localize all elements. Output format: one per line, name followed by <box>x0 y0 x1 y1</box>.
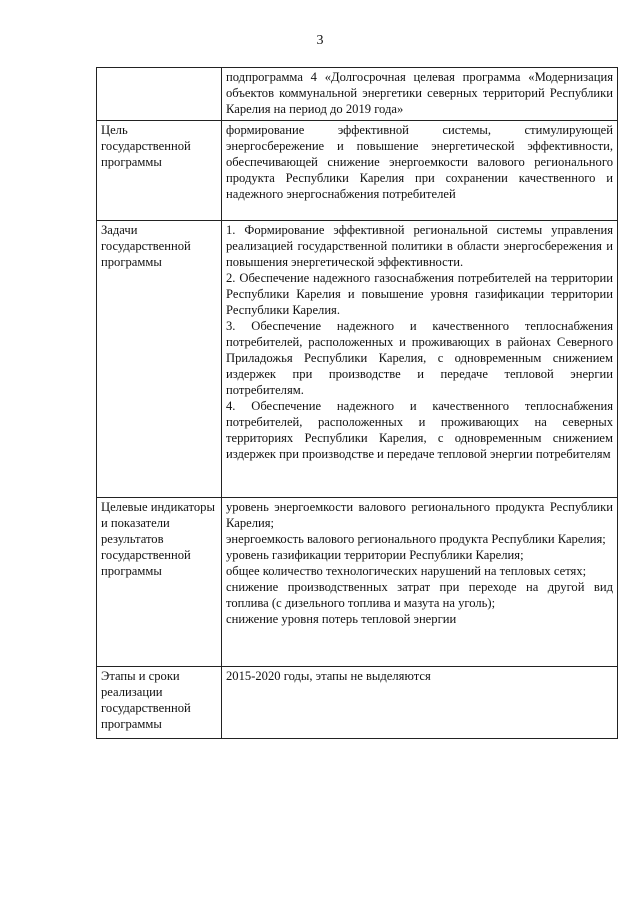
paragraph: 2015-2020 годы, этапы не выделяются <box>226 669 431 683</box>
paragraph: 4. Обеспечение надежного и качественного теплоснабжения потребителей, расположенных и проживающих на северных территориях Республики Карелия, с одновременным снижением издержек при производстве и передаче тепловой энергии потребителям <box>226 399 613 461</box>
paragraph: снижение уровня потерь тепловой энергии <box>226 612 457 626</box>
row-label: Этапы и сроки реализации государственной программы <box>97 667 222 739</box>
row-content <box>222 221 618 498</box>
row-content <box>222 68 618 121</box>
paragraph: подпрограмма 4 «Долгосрочная целевая программа «Модернизация объектов коммунальной энергетики северных территорий Республики Карелия на период до 2019 года» <box>226 70 613 116</box>
page-number: 3 <box>316 33 324 48</box>
paragraph: 3. Обеспечение надежного и качественного теплоснабжения потребителей, расположенных и проживающих в районах Северного Приладожья Республики Карелия, с одновременным снижением издержек при производстве и передаче тепловой энергии потребителям. <box>226 319 613 397</box>
paragraph: формирование эффективной системы, стимулирующей энергосбережение и повышение энергетической эффективности, обеспечивающей снижение энергоемкости валового регионального продукта Республики Карелия при сохранении качественного и надежного энергоснабжения потребителей <box>226 123 613 201</box>
table-row-stages <box>97 667 618 739</box>
paragraph: уровень газификации территории Республики Карелия; <box>226 548 524 562</box>
program-passport-table <box>96 67 618 739</box>
table-row-subprogram <box>97 68 618 121</box>
table-row-indicators <box>97 498 618 667</box>
row-content <box>222 498 618 667</box>
row-label: Целевые индикаторы и показатели результатов государственной программы <box>97 498 222 667</box>
paragraph: общее количество технологических нарушений на тепловых сетях; <box>226 564 587 578</box>
row-label: Цель государственной программы <box>97 121 222 221</box>
row-content <box>222 667 618 739</box>
table-row-tasks <box>97 221 618 498</box>
paragraph: энергоемкость валового регионального продукта Республики Карелия; <box>226 532 606 546</box>
paragraph: снижение производственных затрат при переходе на другой вид топлива (с дизельного топлива и мазута на уголь); <box>226 580 613 610</box>
row-label: Задачи государственной программы <box>97 221 222 498</box>
row-content <box>222 121 618 221</box>
paragraph: уровень энергоемкости валового регионального продукта Республики Карелия; <box>226 500 613 530</box>
table-row-goal <box>97 121 618 221</box>
paragraph: 1. Формирование эффективной региональной системы управления реализацией государственной политики в области энергосбережения и повышения энергетической эффективности. <box>226 223 613 269</box>
paragraph: 2. Обеспечение надежного газоснабжения потребителей на территории Республики Карелия и повышение уровня газификации территории Республики Карелия. <box>226 271 613 317</box>
row-label <box>97 68 222 121</box>
